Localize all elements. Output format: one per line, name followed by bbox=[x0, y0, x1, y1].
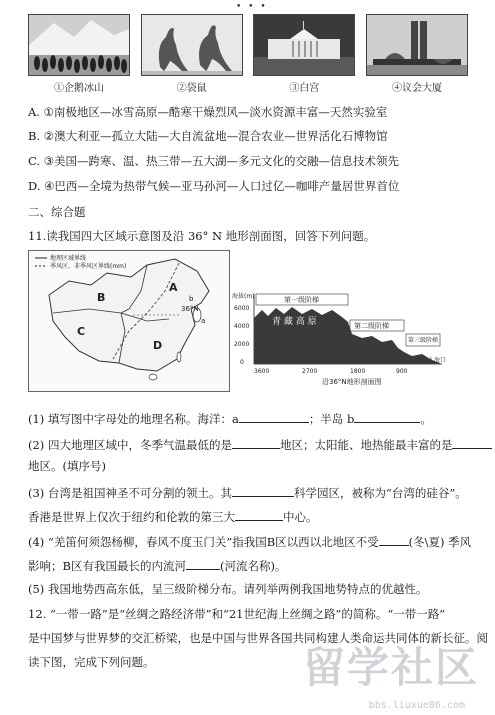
profile-xtick: 2700 bbox=[302, 368, 318, 375]
profile-xtick: 3600 bbox=[254, 368, 270, 375]
q11-part-3-cont bbox=[28, 508, 318, 525]
profile-xtick: 1800 bbox=[350, 368, 366, 375]
profile-ytick: 4000 bbox=[234, 323, 250, 330]
map-legend-monsoon: 季风区、非季风区界线(mm) bbox=[50, 263, 127, 270]
photo-caption: ①企鹅冰山 bbox=[54, 83, 104, 94]
answer-blank[interactable] bbox=[452, 436, 492, 449]
region-label-a: A bbox=[169, 281, 178, 294]
option-d: D. ④巴西—全境为热带气候—亚马孙河—人口过亿—咖啡产量居世界首位 bbox=[28, 179, 400, 193]
photo-caption: ④议会大厦 bbox=[391, 83, 442, 94]
watermark-logo: 留学社区 bbox=[302, 643, 479, 692]
profile-ylabel: 海拔(m) bbox=[232, 293, 255, 300]
photo-row bbox=[28, 14, 468, 94]
q12-line-3: 读下图，完成下列问题。 bbox=[28, 655, 155, 669]
latitude-label: 36°N bbox=[181, 305, 199, 313]
q11-p2-text: (2) 四大地理区域中，冬季气温最低的是 bbox=[28, 438, 232, 452]
q11-part-2 bbox=[28, 436, 492, 453]
q11-p3-mid: 科学园区，被称为“台湾的硅谷”。 bbox=[293, 486, 467, 500]
point-label-a: a bbox=[201, 317, 206, 325]
answer-blank[interactable] bbox=[379, 533, 409, 546]
region-label-b: B bbox=[97, 291, 106, 304]
answer-blank[interactable] bbox=[232, 484, 294, 497]
region-label-c: C bbox=[77, 325, 86, 338]
answer-blank[interactable] bbox=[235, 508, 283, 521]
profile-xtick: 900 bbox=[396, 368, 408, 375]
section-title: 二、综合题 bbox=[28, 205, 86, 219]
answer-blank[interactable] bbox=[239, 410, 309, 423]
q11-p3-text2: 香港是世界上仅次于纽约和伦敦的第三大 bbox=[28, 510, 235, 524]
parliament-icon bbox=[366, 14, 468, 76]
photo-caption: ②袋鼠 bbox=[176, 83, 207, 94]
photo-penguin bbox=[28, 14, 130, 94]
q11-p1-text: (1) 填写图中字母处的地理名称。海洋：a bbox=[28, 412, 239, 426]
q11-p4-text: (4) “羌笛何须怨杨柳，春风不度玉门关”指我国B区以西以北地区不受 bbox=[28, 535, 379, 549]
penguin-icon bbox=[28, 14, 130, 76]
profile-ytick: 6000 bbox=[234, 305, 250, 312]
stage-3-label: 第三级阶梯 bbox=[408, 337, 439, 344]
map-legend-boundary: 地理区域界线 bbox=[50, 255, 87, 262]
header-dots: • • • bbox=[236, 2, 268, 12]
q11-part-3 bbox=[28, 484, 467, 501]
q12-line-1: 12. “一带一路”是“丝绸之路经济带”和“21世纪海上丝绸之路”的简称。“一带一路” bbox=[28, 607, 446, 621]
watermark-url: bbs.liuxue86.com bbox=[368, 700, 465, 711]
photo-kangaroo bbox=[141, 14, 243, 94]
photo-white-house bbox=[253, 14, 355, 94]
q11-part-2-cont: 地区。(填序号) bbox=[28, 459, 106, 473]
q11-p4-text2: 影响；B区有我国最长的内流河 bbox=[28, 559, 186, 573]
q11-part-5: (5) 我国地势西高东低，呈三级阶梯分布。请列举两例我国地势特点的优越性。 bbox=[28, 582, 428, 596]
q11-p2-mid: 地区；太阳能、地热能最丰富的是 bbox=[279, 438, 453, 452]
q11-part-1 bbox=[28, 410, 432, 427]
kangaroo-icon bbox=[141, 14, 243, 76]
q12-line-2: 是中国梦与世界梦的交汇桥梁，也是中国与世界各国共同构建人类命运共同体的新长征。阅 bbox=[28, 631, 488, 645]
q11-p1-mid: ；半岛 b bbox=[308, 412, 355, 426]
option-b: B. ②澳大利亚—孤立大陆—大自流盆地—混合农业—世界活化石博物馆 bbox=[28, 129, 388, 143]
profile-ytick: 0 bbox=[240, 359, 244, 366]
option-a: A. ①南极地区—冰雪高原—酷寒干燥烈风—淡水资源丰富—天然实验室 bbox=[28, 105, 388, 119]
profile-region-text: 青 藏 高 原 bbox=[272, 317, 317, 327]
white-house-icon bbox=[253, 14, 355, 76]
q11-part-4 bbox=[28, 533, 471, 550]
terrain-profile bbox=[232, 290, 462, 390]
region-label-d: D bbox=[153, 339, 163, 352]
q11-part-4-cont bbox=[28, 557, 286, 574]
stage-2-label: 第二级阶梯 bbox=[354, 322, 389, 330]
profile-ytick: 2000 bbox=[234, 341, 250, 348]
q11-p4-end: (河流名称)。 bbox=[219, 559, 287, 573]
q11-title: 11.读我国四大区域示意图及沿 36° N 地形剖面图，回答下列问题。 bbox=[28, 229, 376, 243]
answer-blank[interactable] bbox=[186, 557, 220, 570]
china-region-map bbox=[28, 250, 230, 392]
q11-p3-text: (3) 台湾是祖国神圣不可分割的领土。其 bbox=[28, 486, 232, 500]
photo-caption: ③白宫 bbox=[289, 83, 320, 94]
option-c: C. ③美国—跨寒、温、热三带—五大湖—多元文化的交融—信息技术领先 bbox=[28, 154, 400, 168]
point-label-b: b bbox=[189, 295, 194, 303]
q11-p3-end: 中心。 bbox=[283, 510, 318, 524]
profile-sea-label: 入海口 bbox=[428, 357, 447, 364]
stage-1-label: 第一级阶梯 bbox=[284, 296, 319, 304]
answer-blank[interactable] bbox=[354, 410, 420, 423]
answer-blank[interactable] bbox=[232, 436, 280, 449]
q11-p1-end: 。 bbox=[420, 412, 432, 426]
profile-caption: 沿36°N地形剖面图 bbox=[322, 378, 382, 386]
photo-parliament bbox=[366, 14, 468, 94]
figure-maps bbox=[28, 250, 468, 398]
q11-p4-mid: (冬\夏) 季风 bbox=[408, 535, 472, 549]
